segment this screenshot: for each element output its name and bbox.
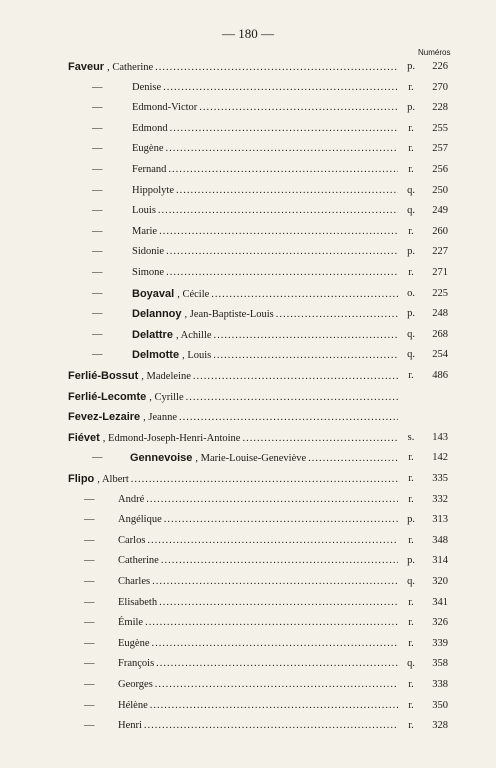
ditto-dash: — xyxy=(92,328,103,340)
entry-code: p. xyxy=(407,61,415,72)
given-name: , Cyrille xyxy=(149,391,184,403)
entry-code: q. xyxy=(407,576,415,587)
ditto-dash: — xyxy=(84,596,95,608)
index-entry-row xyxy=(0,532,496,550)
ditto-dash: — xyxy=(92,287,103,299)
entry-code: r. xyxy=(408,225,414,237)
entry-code: r. xyxy=(408,699,414,711)
entry-number: 257 xyxy=(432,143,448,155)
entry-number: 320 xyxy=(432,576,448,587)
dot-leader xyxy=(168,161,398,179)
given-name: , Cécile xyxy=(177,288,210,300)
ditto-dash: — xyxy=(84,658,95,670)
index-entry-row xyxy=(0,161,496,179)
dot-leader xyxy=(131,471,398,489)
entry-code: o. xyxy=(407,287,415,299)
entry-name xyxy=(68,470,398,489)
dot-leader xyxy=(214,327,398,345)
index-entry-row xyxy=(0,491,496,509)
dot-leader xyxy=(144,717,398,735)
entry-number: 260 xyxy=(432,225,448,237)
entry-name xyxy=(132,223,398,241)
ditto-dash: — xyxy=(84,617,95,629)
entry-number: 350 xyxy=(432,699,448,711)
ditto-dash: — xyxy=(84,555,95,567)
index-entry-row xyxy=(0,346,496,364)
dot-leader xyxy=(176,182,398,200)
entry-code: p. xyxy=(407,555,415,567)
surname: Fevez-Lezaire xyxy=(68,411,141,424)
surname: Delmotte xyxy=(132,349,180,362)
surname: Ferlié-Lecomte xyxy=(68,390,147,403)
ditto-dash: — xyxy=(84,534,95,546)
index-entry-row xyxy=(0,717,496,735)
given-name: , Marie-Louise-Geneviève xyxy=(195,453,307,465)
given-name: , Catherine xyxy=(107,62,154,73)
given-name: Carlos xyxy=(118,534,146,546)
entry-code: r. xyxy=(408,493,414,505)
given-name: , Louis xyxy=(182,350,212,362)
entry-name xyxy=(68,408,398,427)
dot-leader xyxy=(152,635,399,653)
surname: Fiévet xyxy=(68,431,100,444)
dot-leader xyxy=(276,306,398,324)
entry-code: r. xyxy=(408,617,414,629)
index-entry-row xyxy=(0,367,496,385)
entry-name xyxy=(118,717,398,735)
given-name: Eugène xyxy=(118,637,150,649)
given-name: Hippolyte xyxy=(132,184,174,196)
entry-code: r. xyxy=(408,720,414,732)
dot-leader xyxy=(159,594,398,612)
dot-leader xyxy=(158,202,398,220)
dot-leader xyxy=(150,697,398,715)
index-entry-row xyxy=(0,552,496,570)
entry-name xyxy=(68,388,398,407)
entry-code: q. xyxy=(407,328,415,340)
entry-name xyxy=(118,594,398,612)
index-entry-row xyxy=(0,511,496,529)
entry-number: 326 xyxy=(432,617,448,629)
entry-name xyxy=(68,58,398,77)
column-header-numeros: Numéros xyxy=(418,48,451,57)
ditto-dash: — xyxy=(92,143,103,155)
ditto-dash: — xyxy=(92,308,103,320)
entry-code: r. xyxy=(408,534,414,546)
dot-leader xyxy=(146,491,398,509)
given-name: , Jean-Baptiste-Louis xyxy=(184,309,274,321)
entry-number: 339 xyxy=(432,637,448,649)
entry-name xyxy=(68,367,398,386)
index-entry-row xyxy=(0,58,496,76)
entry-code: r. xyxy=(408,370,414,381)
dot-leader xyxy=(155,59,398,77)
entry-name xyxy=(132,120,398,138)
dot-leader xyxy=(163,79,398,97)
given-name: , Madeleine xyxy=(141,371,191,382)
index-entry-row xyxy=(0,697,496,715)
given-name: André xyxy=(118,493,145,505)
index-entry-row xyxy=(0,140,496,158)
entry-number: 314 xyxy=(432,555,448,567)
index-entry-row xyxy=(0,202,496,220)
ditto-dash: — xyxy=(92,205,103,217)
dot-leader xyxy=(199,99,398,117)
index-entry-row xyxy=(0,655,496,673)
page-number: — 180 — xyxy=(222,26,274,41)
index-entry-row xyxy=(0,264,496,282)
index-entry-row xyxy=(0,470,496,488)
given-name: Marie xyxy=(132,225,158,237)
entry-code: r. xyxy=(408,679,414,690)
entry-name xyxy=(132,99,398,117)
dot-leader xyxy=(147,532,398,550)
entry-name xyxy=(118,573,398,591)
entry-number: 270 xyxy=(432,81,448,93)
entry-name xyxy=(132,264,398,282)
given-name: François xyxy=(118,658,155,670)
ditto-dash: — xyxy=(92,122,103,134)
given-name: , Albert xyxy=(97,474,129,485)
surname: Delattre xyxy=(132,328,173,341)
given-name: Georges xyxy=(118,679,153,690)
dot-leader xyxy=(170,120,398,138)
entry-name xyxy=(130,449,398,468)
entry-number: 348 xyxy=(432,534,448,546)
index-entry-row xyxy=(0,408,496,426)
entry-code: r. xyxy=(408,164,414,175)
entry-name xyxy=(118,491,398,509)
ditto-dash: — xyxy=(92,102,103,114)
ditto-dash: — xyxy=(92,225,103,237)
entry-number: 328 xyxy=(432,720,448,732)
entry-name xyxy=(132,243,398,261)
entry-name xyxy=(132,79,398,97)
surname: Gennevoise xyxy=(130,452,193,465)
entry-name xyxy=(132,202,398,220)
entry-code: q. xyxy=(407,349,415,361)
entry-number: 254 xyxy=(432,349,448,361)
given-name: Edmond-Victor xyxy=(132,102,198,114)
dot-leader xyxy=(166,264,398,282)
ditto-dash: — xyxy=(92,452,103,464)
index-entry-row xyxy=(0,449,496,467)
given-name: Angélique xyxy=(118,514,162,526)
entry-number: 225 xyxy=(432,287,448,299)
ditto-dash: — xyxy=(84,514,95,526)
dot-leader xyxy=(152,573,398,591)
index-entry-row xyxy=(0,326,496,344)
entry-code: r. xyxy=(408,637,414,649)
entry-number: 227 xyxy=(432,246,448,258)
entry-number: 358 xyxy=(432,658,448,670)
ditto-dash: — xyxy=(92,349,103,361)
index-entry-row xyxy=(0,99,496,117)
entry-code: p. xyxy=(407,308,415,320)
given-name: Émile xyxy=(118,617,144,629)
index-entry-row xyxy=(0,182,496,200)
index-entry-row xyxy=(0,243,496,261)
ditto-dash: — xyxy=(92,81,103,93)
entry-name xyxy=(118,655,398,673)
given-name: Henri xyxy=(118,720,142,732)
entry-name xyxy=(132,346,398,365)
dot-leader xyxy=(193,368,398,386)
entry-name xyxy=(68,429,398,448)
entry-code: s. xyxy=(407,431,415,443)
entry-number: 332 xyxy=(432,493,448,505)
entry-number: 256 xyxy=(432,164,448,175)
ditto-dash: — xyxy=(92,184,103,196)
entry-name xyxy=(132,161,398,179)
entry-name xyxy=(118,635,398,653)
entry-number: 143 xyxy=(432,431,448,443)
index-entry-row xyxy=(0,120,496,138)
entry-code: r. xyxy=(408,596,414,608)
entry-number: 250 xyxy=(432,184,448,196)
entry-name xyxy=(132,140,398,158)
dot-leader xyxy=(159,223,398,241)
entry-name xyxy=(118,532,398,550)
index-entry-row xyxy=(0,79,496,97)
dot-leader xyxy=(145,614,398,632)
entry-number: 226 xyxy=(432,61,448,72)
surname: Boyaval xyxy=(132,287,175,300)
index-entry-row xyxy=(0,305,496,323)
entry-name xyxy=(132,326,398,345)
given-name: Hélène xyxy=(118,699,148,711)
ditto-dash: — xyxy=(84,679,95,690)
surname: Flipo xyxy=(68,473,95,485)
given-name: Catherine xyxy=(118,555,159,567)
entry-code: q. xyxy=(407,205,415,217)
entry-code: q. xyxy=(407,658,415,670)
entry-number: 338 xyxy=(432,679,448,690)
dot-leader xyxy=(161,552,398,570)
entry-number: 228 xyxy=(432,102,448,114)
entry-number: 249 xyxy=(432,205,448,217)
entry-name xyxy=(118,614,398,632)
entry-name xyxy=(132,182,398,200)
entry-name xyxy=(118,511,398,529)
index-entry-row xyxy=(0,429,496,447)
index-entry-row xyxy=(0,573,496,591)
dot-leader xyxy=(164,511,398,529)
surname: Faveur xyxy=(68,61,105,73)
ditto-dash: — xyxy=(92,164,103,175)
entry-number: 486 xyxy=(432,370,448,381)
dot-leader xyxy=(166,243,398,261)
index-entry-row xyxy=(0,285,496,303)
entry-number: 255 xyxy=(432,122,448,134)
entry-number: 341 xyxy=(432,596,448,608)
dot-leader xyxy=(156,655,398,673)
entry-number: 268 xyxy=(432,328,448,340)
surname: Ferlié-Bossut xyxy=(68,370,139,382)
ditto-dash: — xyxy=(84,720,95,732)
given-name: , Jeanne xyxy=(143,412,177,424)
entry-name xyxy=(118,552,398,570)
entry-name xyxy=(118,676,398,694)
ditto-dash: — xyxy=(84,699,95,711)
index-entry-row xyxy=(0,388,496,406)
given-name: Simone xyxy=(132,267,165,278)
ditto-dash: — xyxy=(84,576,95,587)
entry-code: p. xyxy=(407,102,415,114)
ditto-dash: — xyxy=(84,637,95,649)
dot-leader xyxy=(213,347,398,365)
entry-number: 271 xyxy=(432,267,448,278)
dot-leader xyxy=(211,286,398,304)
dot-leader xyxy=(179,409,398,427)
given-name: Charles xyxy=(118,576,151,587)
index-entry-row xyxy=(0,635,496,653)
ditto-dash: — xyxy=(92,246,103,258)
entry-name xyxy=(132,285,398,304)
entry-code: p. xyxy=(407,246,415,258)
dot-leader xyxy=(155,676,398,694)
given-name: , Achille xyxy=(175,329,212,341)
given-name: , Edmond-Joseph-Henri-Antoine xyxy=(102,432,241,444)
given-name: Denise xyxy=(132,81,162,93)
entry-code: p. xyxy=(407,514,415,526)
dot-leader xyxy=(186,389,398,407)
index-entry-row xyxy=(0,223,496,241)
entry-code: r. xyxy=(408,452,414,464)
surname: Delannoy xyxy=(132,308,182,321)
entry-name xyxy=(118,697,398,715)
given-name: Fernand xyxy=(132,164,167,175)
entry-code: r. xyxy=(408,473,414,484)
entry-number: 142 xyxy=(432,452,448,464)
ditto-dash: — xyxy=(84,493,95,505)
entry-number: 335 xyxy=(432,473,448,484)
dot-leader xyxy=(308,450,398,468)
given-name: Eugène xyxy=(132,143,164,155)
entry-code: q. xyxy=(407,184,415,196)
given-name: Elisabeth xyxy=(118,596,158,608)
index-entry-row xyxy=(0,676,496,694)
given-name: Edmond xyxy=(132,122,168,134)
entry-code: r. xyxy=(408,143,414,155)
entry-code: r. xyxy=(408,122,414,134)
entry-number: 248 xyxy=(432,308,448,320)
index-entry-row xyxy=(0,614,496,632)
entry-code: r. xyxy=(408,81,414,93)
entry-code: r. xyxy=(408,267,414,278)
ditto-dash: — xyxy=(92,267,103,278)
entry-number: 313 xyxy=(432,514,448,526)
dot-leader xyxy=(242,430,398,448)
index-entry-row xyxy=(0,594,496,612)
entry-name xyxy=(132,305,398,324)
given-name: Louis xyxy=(132,205,156,217)
dot-leader xyxy=(166,140,399,158)
given-name: Sidonie xyxy=(132,246,165,258)
